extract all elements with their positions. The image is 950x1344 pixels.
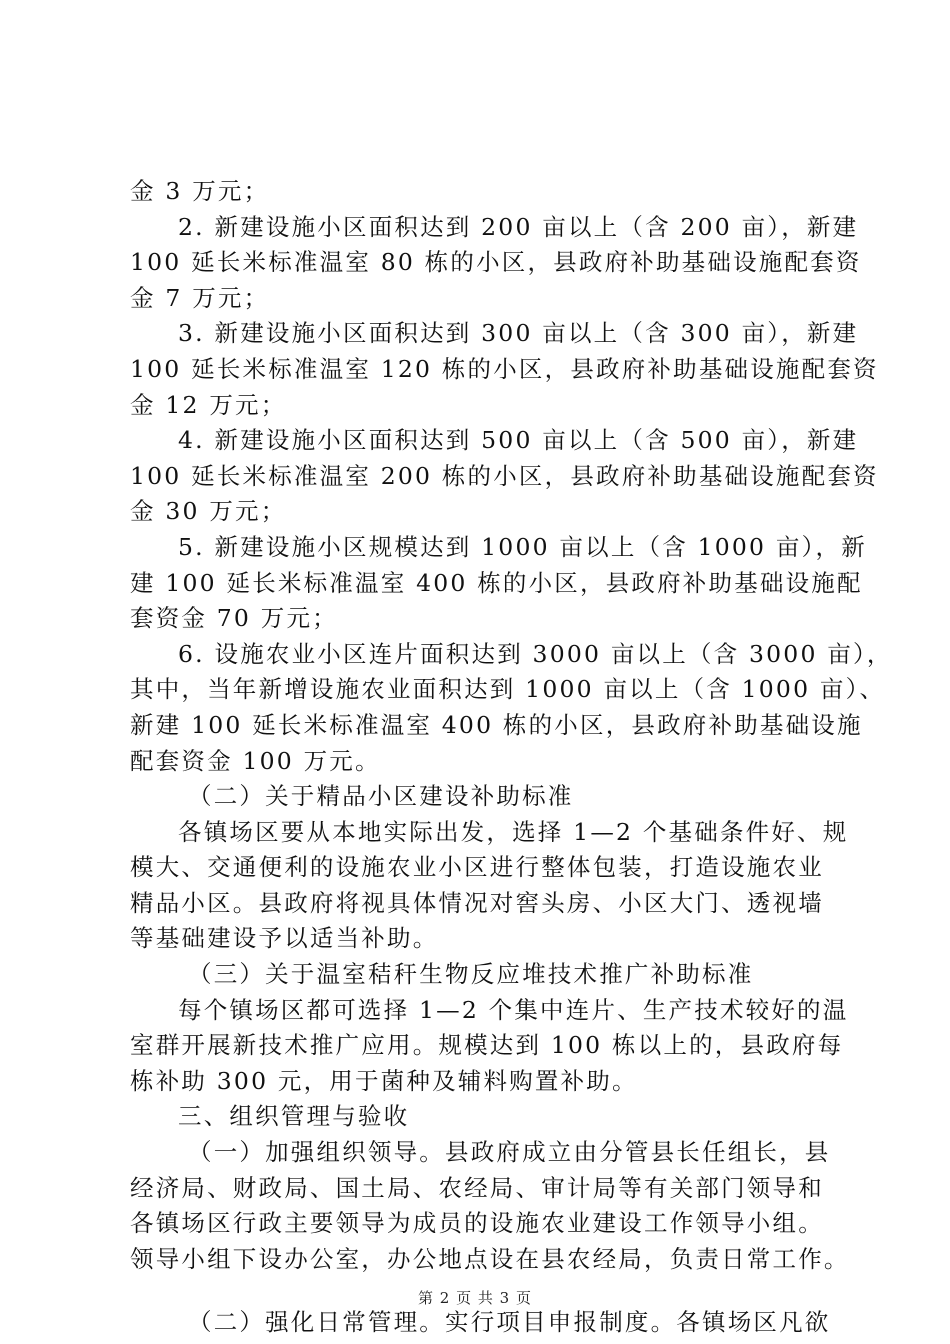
text-line: 金 3 万元； <box>130 177 270 205</box>
section-heading-2: （二）关于精品小区建设补助标准 <box>188 782 574 811</box>
text-line: 建 100 延长米标准温室 400 栋的小区，县政府补助基础设施配 <box>130 568 863 597</box>
text-line: 新建 100 延长米标准温室 400 栋的小区，县政府补助基础设施 <box>130 710 863 739</box>
paragraph-start: 每个镇场区都可选择 1—2 个集中连片、生产技术较好的温 <box>178 995 849 1024</box>
list-item-2: 2. 新建设施小区面积达到 200 亩以上（含 200 亩），新建 <box>178 212 859 241</box>
text-line: 套资金 70 万元； <box>130 604 338 633</box>
section-heading-3: （三）关于温室秸秆生物反应堆技术推广补助标准 <box>188 960 754 989</box>
chapter-heading: 三、组织管理与验收 <box>178 1102 410 1131</box>
text-line: 栋补助 300 元，用于菌种及辅料购置补助。 <box>130 1066 638 1095</box>
text-line: 金 12 万元； <box>130 390 287 419</box>
text-line: 100 延长米标准温室 200 栋的小区，县政府补助基础设施配套资 <box>130 461 879 490</box>
text-line: 金 7 万元； <box>130 283 270 312</box>
text-line: 配套资金 100 万元。 <box>130 746 381 775</box>
list-item-5: 5. 新建设施小区规模达到 1000 亩以上（含 1000 亩），新 <box>178 532 867 561</box>
list-item-6: 6. 设施农业小区连片面积达到 3000 亩以上（含 3000 亩）， <box>178 639 893 668</box>
page-number-footer: 第 2 页 共 3 页 <box>418 1289 532 1307</box>
list-item-4: 4. 新建设施小区面积达到 500 亩以上（含 500 亩），新建 <box>178 426 859 455</box>
text-line: 100 延长米标准温室 120 栋的小区，县政府补助基础设施配套资 <box>130 354 879 383</box>
text-line: 金 30 万元； <box>130 497 287 526</box>
text-line: 各镇场区行政主要领导为成员的设施农业建设工作领导小组。 <box>130 1209 824 1238</box>
paragraph-start: （二）强化日常管理。实行项目申报制度。各镇场区凡欲 <box>188 1308 831 1337</box>
text-line: 经济局、财政局、国土局、农经局、审计局等有关部门领导和 <box>130 1173 824 1202</box>
text-line: 模大、交通便利的设施农业小区进行整体包装，打造设施农业 <box>130 853 824 882</box>
text-line: 其中，当年新增设施农业面积达到 1000 亩以上（含 1000 亩）、 <box>130 675 886 704</box>
text-line: 100 延长米标准温室 80 栋的小区，县政府补助基础设施配套资 <box>130 248 862 277</box>
text-line: 等基础建设予以适当补助。 <box>130 924 439 953</box>
list-item-3: 3. 新建设施小区面积达到 300 亩以上（含 300 亩），新建 <box>178 319 859 348</box>
text-line: 室群开展新技术推广应用。规模达到 100 栋以上的，县政府每 <box>130 1031 844 1060</box>
document-body <box>130 174 893 1341</box>
text-line: 领导小组下设办公室，办公地点设在县农经局，负责日常工作。 <box>130 1244 850 1273</box>
paragraph-start: 各镇场区要从本地实际出发，选择 1—2 个基础条件好、规 <box>178 817 849 846</box>
paragraph-start: （一）加强组织领导。县政府成立由分管县长任组长，县 <box>188 1138 831 1167</box>
text-line: 精品小区。县政府将视具体情况对窖头房、小区大门、透视墙 <box>130 888 824 917</box>
